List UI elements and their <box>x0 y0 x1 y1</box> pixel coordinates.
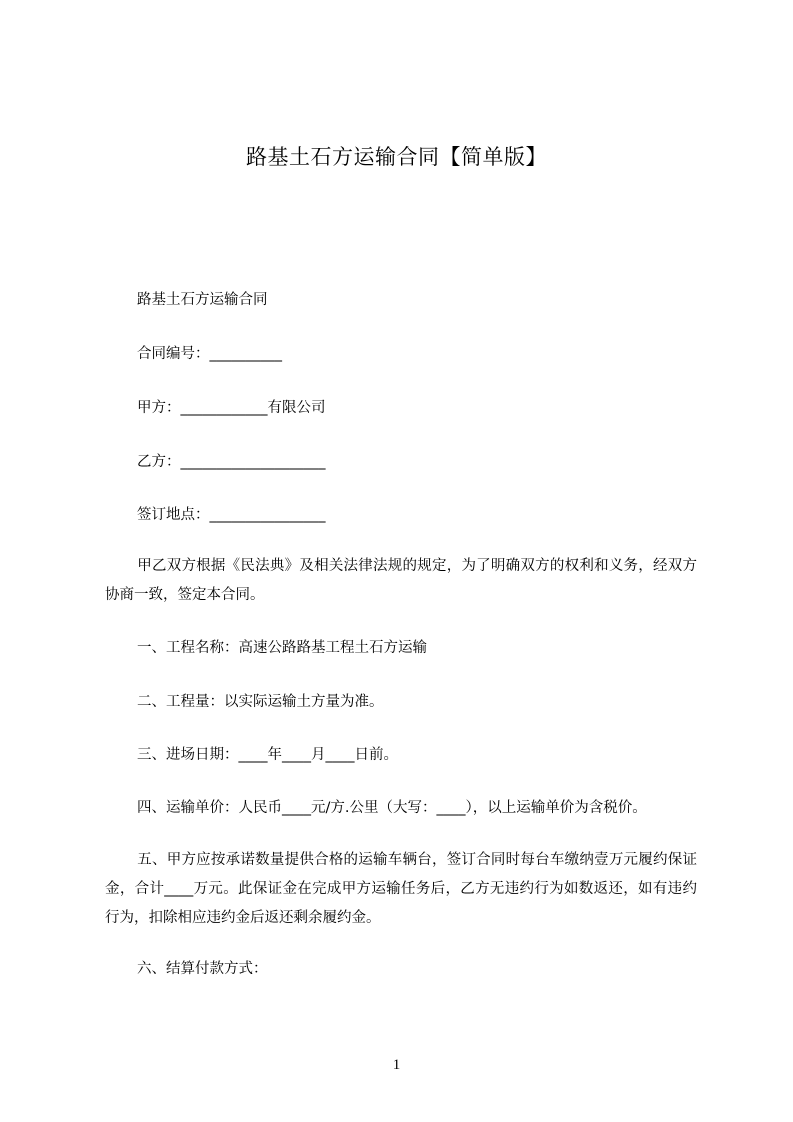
party-b-field: 乙方：____________________ <box>137 454 326 470</box>
document-title: 路基土石方运输合同【简单版】 <box>246 145 547 169</box>
clause-text: 五、甲方应按承诺数量提供合格的运输车辆台，签订合同时每台车缴纳壹万元履约保证金，合计____万元。此保证金在完成甲方运输任务后，乙方无违约行为如数返还，如有违约行为，扣除相应违约金后返还剩余履约金。 <box>105 852 697 926</box>
party-a-field: 甲方：____________有限公司 <box>137 400 326 416</box>
contract-subtitle: 路基土石方运输合同 <box>137 292 268 308</box>
clause-item: 四、运输单价：人民币____元/方.公里（大写：____），以上运输单价为含税价。 <box>137 800 647 816</box>
clause-item: 三、进场日期：____年____月____日前。 <box>137 747 398 763</box>
contract-number-field: 合同编号：__________ <box>137 346 282 362</box>
clause-paragraph <box>105 846 697 933</box>
clause-item: 一、工程名称：高速公路路基工程土石方运输 <box>137 640 427 656</box>
clause-item: 二、工程量：以实际运输土方量为准。 <box>137 694 384 710</box>
signing-place-field: 签订地点：________________ <box>137 507 326 523</box>
preamble-text: 甲乙双方根据《民法典》及相关法律法规的规定，为了明确双方的权利和义务，经双方协商一致，签定本合同。 <box>105 558 697 603</box>
preamble-paragraph <box>105 552 697 610</box>
clause-item: 六、结算付款方式： <box>137 961 268 977</box>
page-number: 1 <box>392 1057 401 1073</box>
